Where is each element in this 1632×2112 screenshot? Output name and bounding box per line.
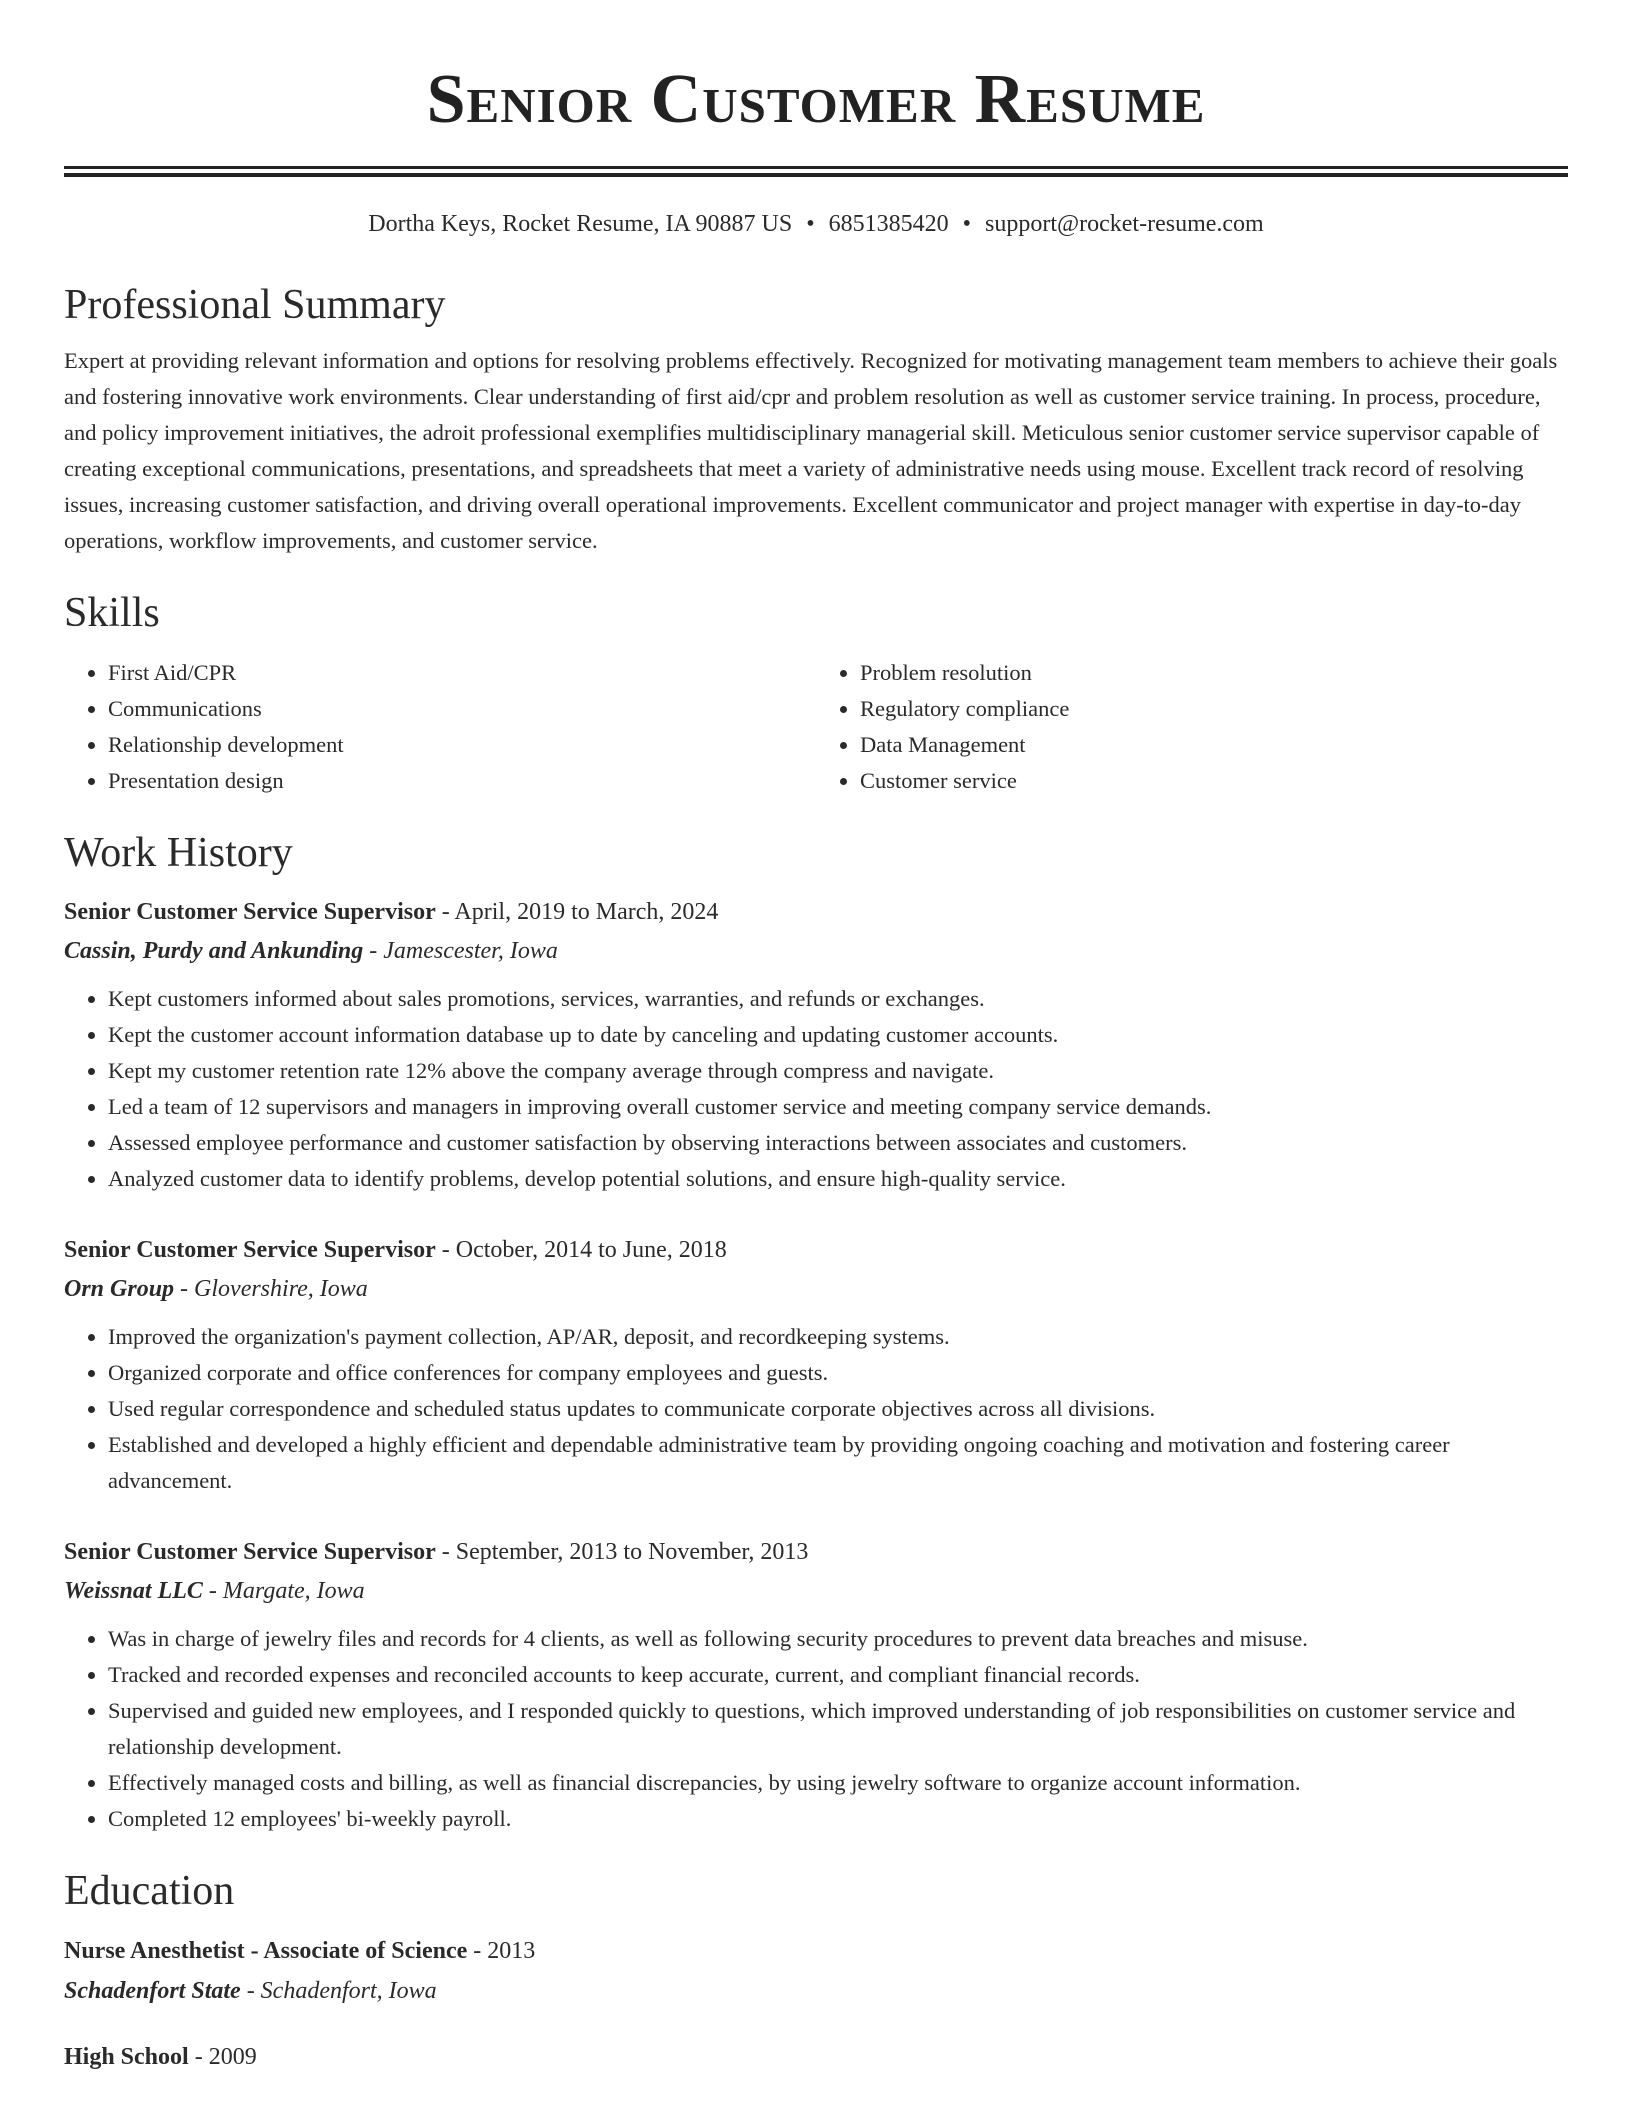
job-company: Cassin, Purdy and Ankunding: [64, 938, 364, 964]
education-header: [64, 1931, 1568, 1971]
skills-grid: [64, 655, 1568, 799]
job-bullet: • Led a team of 12 supervisors and managers in improving overall customer service and meeting company service demands.: [108, 1089, 1568, 1125]
work-history-heading: Work History: [64, 830, 293, 876]
education-degree: High School: [64, 2044, 189, 2070]
job-bullet: • Assessed employee performance and customer satisfaction by observing interactions between associates and customers.: [108, 1125, 1568, 1161]
job-dates: - September, 2013 to November, 2013: [435, 1539, 809, 1565]
education-entry: [64, 1931, 1568, 2011]
job-employer: [64, 1269, 1568, 1309]
education-entry: [64, 2037, 1568, 2077]
skill-item: • Presentation design: [108, 763, 816, 799]
skill-item: • Data Management: [860, 727, 1568, 763]
job-bullet: • Used regular correspondence and scheduled status updates to communicate corporate objectives across all divisions.: [108, 1391, 1568, 1427]
job-location: - Margate, Iowa: [202, 1578, 365, 1604]
job-location: - Jamescester, Iowa: [363, 938, 558, 964]
job-header: [64, 1533, 1568, 1571]
education-degree: Nurse Anesthetist - Associate of Science: [64, 1938, 468, 1964]
job-bullets: [64, 1319, 1568, 1499]
job-bullet: • Supervised and guided new employees, and I responded quickly to questions, which improved understanding of job responsibilities on customer service and relationship development.: [108, 1693, 1568, 1765]
skills-list-left: [64, 655, 816, 799]
contact-line: [64, 209, 1568, 239]
education-header: [64, 2037, 1568, 2077]
education-location: - Schadenfort, Iowa: [240, 1978, 437, 2004]
job-company: Weissnat LLC: [64, 1578, 203, 1604]
job-bullet: • Kept the customer account information database up to date by canceling and updating customer accounts.: [108, 1017, 1568, 1053]
job-bullet: • Was in charge of jewelry files and records for 4 clients, as well as following security procedures to prevent data breaches and misuse.: [108, 1621, 1568, 1657]
job-location: - Glovershire, Iowa: [174, 1276, 368, 1302]
job-role: Senior Customer Service Supervisor: [64, 899, 436, 925]
skill-item: • First Aid/CPR: [108, 655, 816, 691]
job-bullet: • Established and developed a highly efficient and dependable administrative team by providing ongoing coaching and motivation and fostering career advancement.: [108, 1427, 1568, 1499]
contact-phone: 6851385420: [828, 211, 949, 237]
education-year: - 2009: [188, 2044, 257, 2070]
education-year: - 2013: [467, 1938, 536, 1964]
job-bullets: [64, 1621, 1568, 1837]
skill-item: • Customer service: [860, 763, 1568, 799]
title-divider: [64, 166, 1568, 177]
contact-separator: •: [962, 211, 972, 237]
job-employer: [64, 931, 1568, 971]
job-entry: [64, 1231, 1568, 1499]
job-bullet: • Improved the organization's payment collection, AP/AR, deposit, and recordkeeping systems.: [108, 1319, 1568, 1355]
summary-text: Expert at providing relevant information and options for resolving problems effectively. Recognized for motivating management team members to achieve their goals and fostering innovative work environments. Clear understanding of first aid/cpr and problem resolution as well as customer service training. In process, procedure, and policy improvement initiatives, the adroit professional exemplifies multidisciplinary managerial skill. Meticulous senior customer service supervisor capable of creating exceptional communications, presentations, and spreadsheets that meet a variety of administrative needs using mouse. Excellent track record of resolving issues, increasing customer satisfaction, and driving overall operational improvements. Excellent communicator and project manager with expertise in day-to-day operations, workflow improvements, and customer service.: [64, 348, 1558, 553]
job-bullet: • Kept my customer retention rate 12% above the company average through compress and navigate.: [108, 1053, 1568, 1089]
skill-item: • Regulatory compliance: [860, 691, 1568, 727]
skill-item: • Communications: [108, 691, 816, 727]
job-role: Senior Customer Service Supervisor: [64, 1539, 436, 1565]
job-bullet: • Completed 12 employees' bi-weekly payroll.: [108, 1801, 1568, 1837]
job-bullet: • Tracked and recorded expenses and reconciled accounts to keep accurate, current, and compliant financial records.: [108, 1657, 1568, 1693]
resume-title: Senior Customer Resume: [426, 61, 1206, 138]
job-bullet: • Analyzed customer data to identify problems, develop potential solutions, and ensure high-quality service.: [108, 1161, 1568, 1197]
job-entry: [64, 1533, 1568, 1837]
job-header: [64, 1231, 1568, 1269]
job-bullets: [64, 981, 1568, 1197]
job-header: [64, 893, 1568, 931]
skills-list-right: [816, 655, 1568, 799]
skill-item: • Problem resolution: [860, 655, 1568, 691]
job-entry: [64, 893, 1568, 1197]
job-bullet: • Effectively managed costs and billing, as well as financial discrepancies, by using jewelry software to organize account information.: [108, 1765, 1568, 1801]
job-role: Senior Customer Service Supervisor: [64, 1237, 436, 1263]
skills-heading: Skills: [64, 590, 160, 636]
job-bullet: • Kept customers informed about sales promotions, services, warranties, and refunds or exchanges.: [108, 981, 1568, 1017]
education-heading: Education: [64, 1868, 235, 1914]
job-dates: - April, 2019 to March, 2024: [435, 899, 719, 925]
contact-email[interactable]: support@rocket-resume.com: [985, 211, 1264, 237]
education-school: Schadenfort State: [64, 1978, 241, 2004]
contact-address: Dortha Keys, Rocket Resume, IA 90887 US: [368, 211, 793, 237]
job-employer: [64, 1571, 1568, 1611]
job-bullet: • Organized corporate and office conferences for company employees and guests.: [108, 1355, 1568, 1391]
job-dates: - October, 2014 to June, 2018: [435, 1237, 727, 1263]
contact-separator: •: [806, 211, 815, 237]
education-institution: [64, 1971, 1568, 2011]
summary-heading: Professional Summary: [64, 282, 446, 328]
skill-item: • Relationship development: [108, 727, 816, 763]
job-company: Orn Group: [64, 1276, 175, 1302]
